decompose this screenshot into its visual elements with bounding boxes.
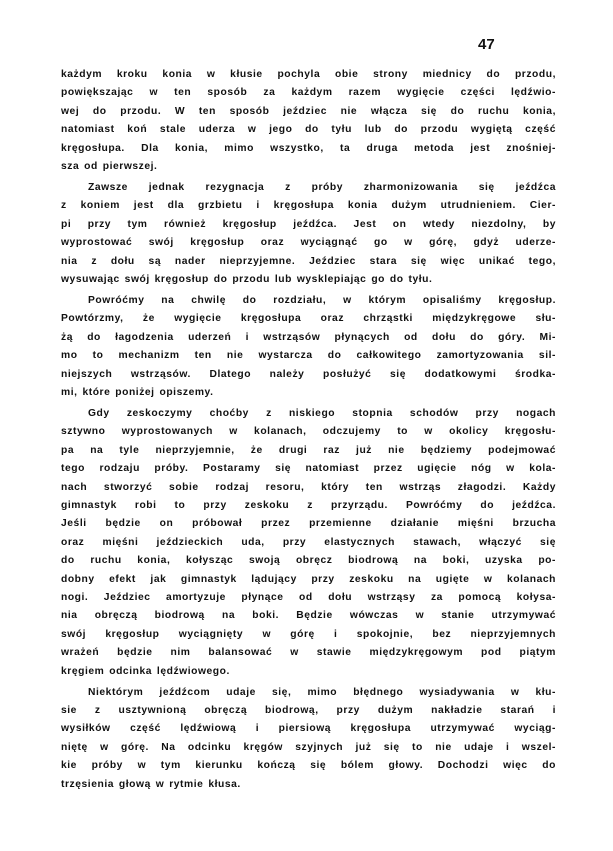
text-line: kręgosłupa. Dla konia, mimo wszystko, ta druga metoda jest znośniej- [61, 142, 556, 154]
text-line: wysuwając swój kręgosłup do przodu lub wysklepiając go do tyłu. [61, 274, 433, 285]
text-line: pi przy tym również kręgosłup jeźdźca. Jest on wtedy niezdolny, by [61, 218, 556, 230]
text-line: Zawsze jednak rezygnacja z próby zharmonizowania się jeźdźca [88, 182, 556, 193]
text-line: mi, które poniżej opiszemy. [61, 387, 214, 398]
text-line: nach stworzyć sobie rodzaj resoru, który ten wstrząs złagodzi. Każdy [61, 481, 556, 493]
text-line: sza od pierwszej. [61, 161, 158, 172]
text-line: wrażeń będzie nim balansować w stawie międzykręgowym pod piątym [61, 647, 556, 659]
text-line: swój kręgosłup wyciągnięty w górę i spokojnie, bez nieprzyjemnych [61, 628, 556, 640]
page-number: 47 [478, 36, 495, 53]
text-line: mo to mechanizm ten nie wystarcza do całkowitego zamortyzowania sil- [61, 350, 556, 362]
text-line: gimnastyk robi to przy zeskoku z przyrządu. Powróćmy do jeźdźca. [61, 500, 556, 511]
text-line: wej do przodu. W ten sposób jeździec nie włącza się do ruchu konia, [61, 105, 556, 117]
text-line: żą do łagodzenia uderzeń i wstrząsów płynących od dołu do góry. Mi- [61, 331, 556, 343]
text-line: wysiłków część lędźwiową i piersiową kręgosłupa utrzymywać wyciąg- [61, 723, 556, 735]
text-line: niejszych wstrząsów. Dlatego należy posłużyć się dodatkowymi środka- [61, 368, 556, 380]
text-line: z koniem jest dla grzbietu i kręgosłupa konia dużym utrudnieniem. Cier- [61, 200, 556, 212]
text-line: tego rodzaju próby. Postaramy się natomiast przez ugięcie nóg w kola- [61, 463, 556, 475]
text-line: Gdy zeskoczymy choćby z niskiego stopnia schodów przy nogach [88, 408, 556, 419]
text-line: niętę w górę. Na odcinku kręgów szyjnych już się to nie udaje i wszel- [61, 741, 556, 753]
text-line: kręgiem odcinka lędźwiowego. [61, 665, 230, 677]
text-line: Powtórzmy, że wygięcie kręgosłupa oraz chrząstki międzykręgowe słu- [61, 313, 556, 325]
text-line: do ruchu konia, kołysząc swoją obręcz biodrową na boki, uzyska po- [61, 555, 556, 567]
text-line: każdym kroku konia w kłusie pochyla obie strony miednicy do przodu, [61, 69, 556, 80]
text-line: oraz mięśni jeździeckich uda, przy elastycznych stawach, włączyć się [61, 536, 556, 548]
text-line: nia obręczą biodrową na boki. Będzie wówczas w stanie utrzymywać [61, 610, 556, 622]
text-line: wyprostować swój kręgosłup oraz wyciągnąć go w górę, gdyż uderze- [61, 237, 556, 249]
text-line: nia z dołu są nader nieprzyjemne. Jeździec stara się więc unikać tego, [61, 255, 556, 267]
text-line: trzęsienia głową w rytmie kłusa. [61, 778, 241, 790]
text-line: kie próby w tym kierunku kończą się bólem głowy. Dochodzi więc do [61, 760, 556, 772]
text-line: Jeśli będzie on próbował przez przemienne działanie mięśni brzucha [61, 518, 556, 530]
text-line: natomiast koń stale uderza w jego do tyłu lub do przodu wygiętą część [61, 124, 556, 136]
text-line: powiększając w ten sposób za każdym razem wygięcie części lędźwio- [61, 87, 556, 99]
text-line: Niektórym jeźdźcom udaje się, mimo błędnego wysiadywania w kłu- [88, 686, 556, 698]
text-line: dobny efekt jak gimnastyk lądujący przy zeskoku na ugięte w kolanach [61, 573, 556, 585]
text-line: nogi. Jeździec amortyzuje płynące od dołu wstrząsy za pomocą kołysa- [61, 592, 556, 603]
text-line: pa na tyle nieprzyjemnie, że drugi raz już nie będziemy podejmować [61, 444, 556, 456]
text-line: sztywno wyprostowanych w kolanach, odczujemy to w okolicy kręgosłu- [61, 426, 556, 438]
text-line: Powróćmy na chwilę do rozdziału, w którym opisaliśmy kręgosłup. [88, 295, 556, 306]
text-line: sie z usztywnioną obręczą biodrową, przy dużym nakładzie starań i [61, 705, 556, 716]
